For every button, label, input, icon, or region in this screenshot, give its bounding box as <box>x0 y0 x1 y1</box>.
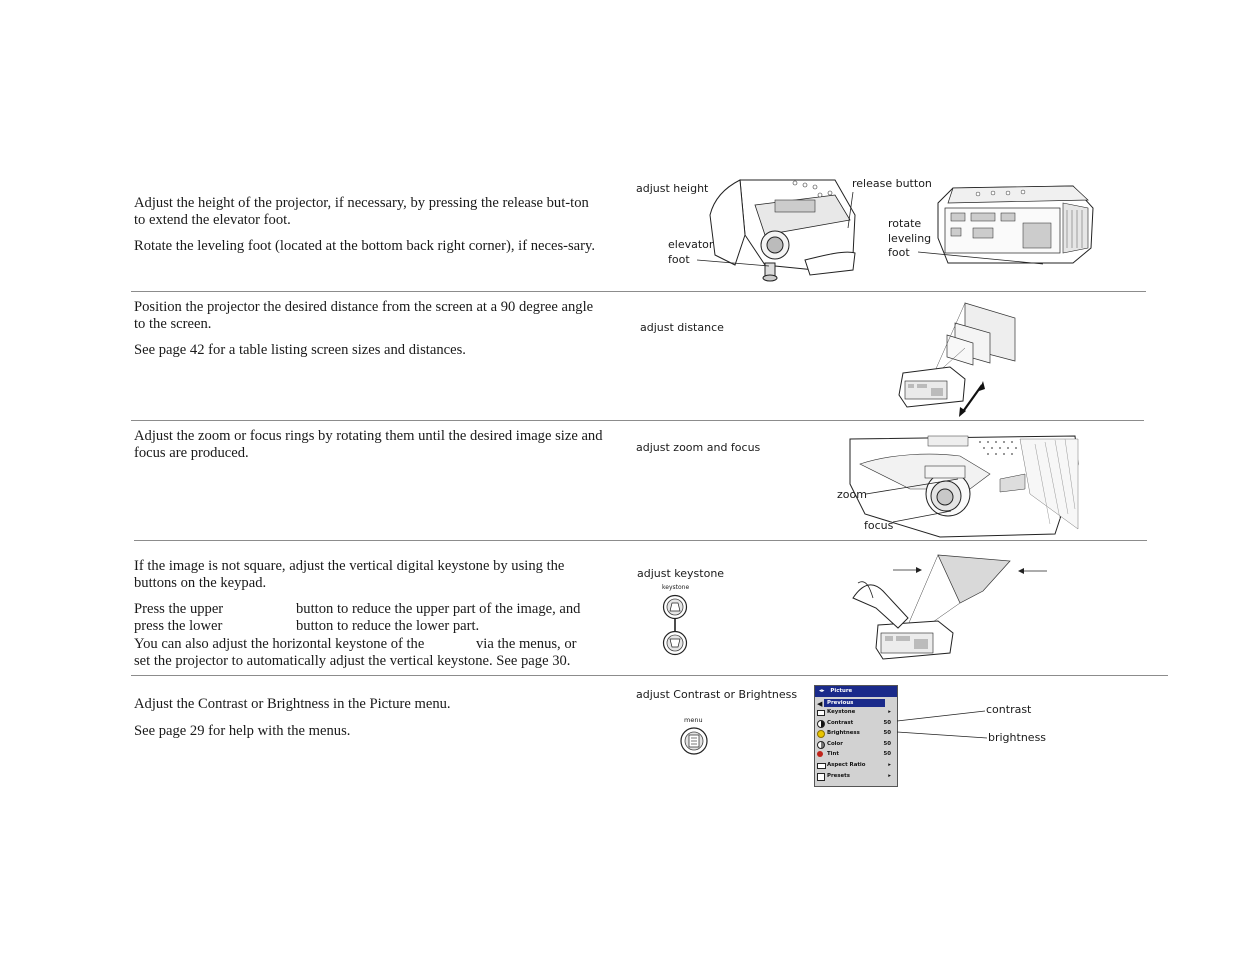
keystone-paragraph-1: If the image is not square, adjust the vertical digital keystone by using the buttons on the keypad. <box>134 558 565 591</box>
keystone-press-lower-start: press the lower <box>134 618 223 634</box>
distance-projection-illustration <box>895 303 1020 418</box>
keystone-press-upper-start: Press the upper <box>134 601 224 617</box>
height-paragraph-2: Rotate the leveling foot (located at the bottom back right corner), if neces-sary. <box>134 238 596 254</box>
contrast-paragraph-2: See page 29 for help with the menus. <box>134 723 351 739</box>
contrast-leader-line <box>897 709 987 723</box>
osd-previous-arrow-icon: ◀ <box>817 700 823 708</box>
keystone-arrow-left-icon <box>1017 567 1047 575</box>
keystone-down-button-icon[interactable] <box>662 630 688 656</box>
brightness-icon <box>817 730 825 738</box>
menu-button-icon[interactable] <box>679 726 709 756</box>
osd-item-presets[interactable]: Presets ▸ <box>815 771 897 782</box>
label-release-button: release button <box>852 177 932 190</box>
caption-adjust-zoom-focus: adjust zoom and focus <box>636 441 761 454</box>
label-focus: focus <box>864 519 894 532</box>
presets-icon <box>817 773 825 781</box>
osd-item-contrast[interactable]: Contrast 50 <box>815 718 897 729</box>
contrast-paragraph-1: Adjust the Contrast or Brightness in the Picture menu. <box>134 696 451 712</box>
osd-item-aspect-ratio[interactable]: Aspect Ratio ▸ <box>815 760 897 771</box>
tint-icon <box>817 751 823 757</box>
keystone-press-upper-end: button to reduce the upper part of the image, and <box>296 601 581 617</box>
distance-paragraph-1: Position the projector the desired distance from the screen at a 90 degree angle to the screen. <box>134 299 594 332</box>
osd-menu-title: ◂▸ Picture <box>815 686 897 697</box>
osd-back-icon: ◂▸ <box>819 688 825 694</box>
menu-button-label: menu <box>684 716 703 724</box>
label-zoom: zoom <box>837 488 867 501</box>
zoom-leader-line <box>866 478 961 498</box>
keypad-keystone-label: keystone <box>662 584 690 591</box>
release-button-leader-line <box>848 192 858 232</box>
caption-adjust-keystone: adjust keystone <box>637 567 725 580</box>
osd-item-keystone[interactable]: Keystone ▸ <box>815 707 897 718</box>
section-divider-2 <box>131 420 1144 421</box>
caption-adjust-height: adjust height <box>636 182 709 195</box>
label-elevator-foot: foot <box>668 253 690 266</box>
keystone-press-lower-end: button to reduce the lower part. <box>296 618 480 634</box>
osd-picture-menu <box>814 685 898 787</box>
label-rotate: rotate <box>888 217 922 230</box>
label-leveling: leveling <box>888 232 932 245</box>
caption-adjust-contrast-brightness: adjust Contrast or Brightness <box>636 688 798 701</box>
contrast-icon <box>817 720 825 728</box>
distance-paragraph-2: See page 42 for a table listing screen sizes and distances. <box>134 342 466 358</box>
zoom-paragraph-1: Adjust the zoom or focus rings by rotating them until the desired image size and focus are produced. <box>134 428 603 461</box>
height-paragraph-1: Adjust the height of the projector, if necessary, by pressing the release but-ton to extend the elevator foot. <box>134 195 589 228</box>
section-divider-1 <box>131 291 1146 292</box>
section-divider-4 <box>131 675 1168 676</box>
keystone-also-mid: via the menus, or <box>476 636 577 652</box>
aspect-ratio-icon <box>817 763 826 769</box>
osd-item-brightness[interactable]: Brightness 50 <box>815 728 897 739</box>
label-brightness: brightness <box>988 731 1047 744</box>
label-elevator: elevator <box>668 238 714 251</box>
section-divider-3 <box>134 540 1147 541</box>
elevator-foot-leader-line <box>697 258 777 270</box>
osd-item-color[interactable]: Color 50 <box>815 739 897 750</box>
brightness-leader-line <box>897 731 989 741</box>
osd-item-previous[interactable]: Previous <box>824 699 885 707</box>
osd-item-tint[interactable]: Tint 50 <box>815 749 897 760</box>
keystone-icon <box>817 710 825 716</box>
label-contrast: contrast <box>986 703 1032 716</box>
color-icon <box>817 741 825 749</box>
keystone-up-button-icon[interactable] <box>662 594 688 620</box>
keystone-projection-illustration <box>848 553 1018 663</box>
focus-leader-line <box>893 510 953 525</box>
caption-adjust-distance: adjust distance <box>640 321 724 334</box>
label-leveling-foot: foot <box>888 246 910 259</box>
keystone-also-end: set the projector to automatically adjust the vertical keystone. See page 30. <box>134 653 571 669</box>
rotate-leveling-foot-leader-line <box>918 250 1048 270</box>
keystone-also-start: You can also adjust the horizontal keystone of the <box>134 636 425 652</box>
